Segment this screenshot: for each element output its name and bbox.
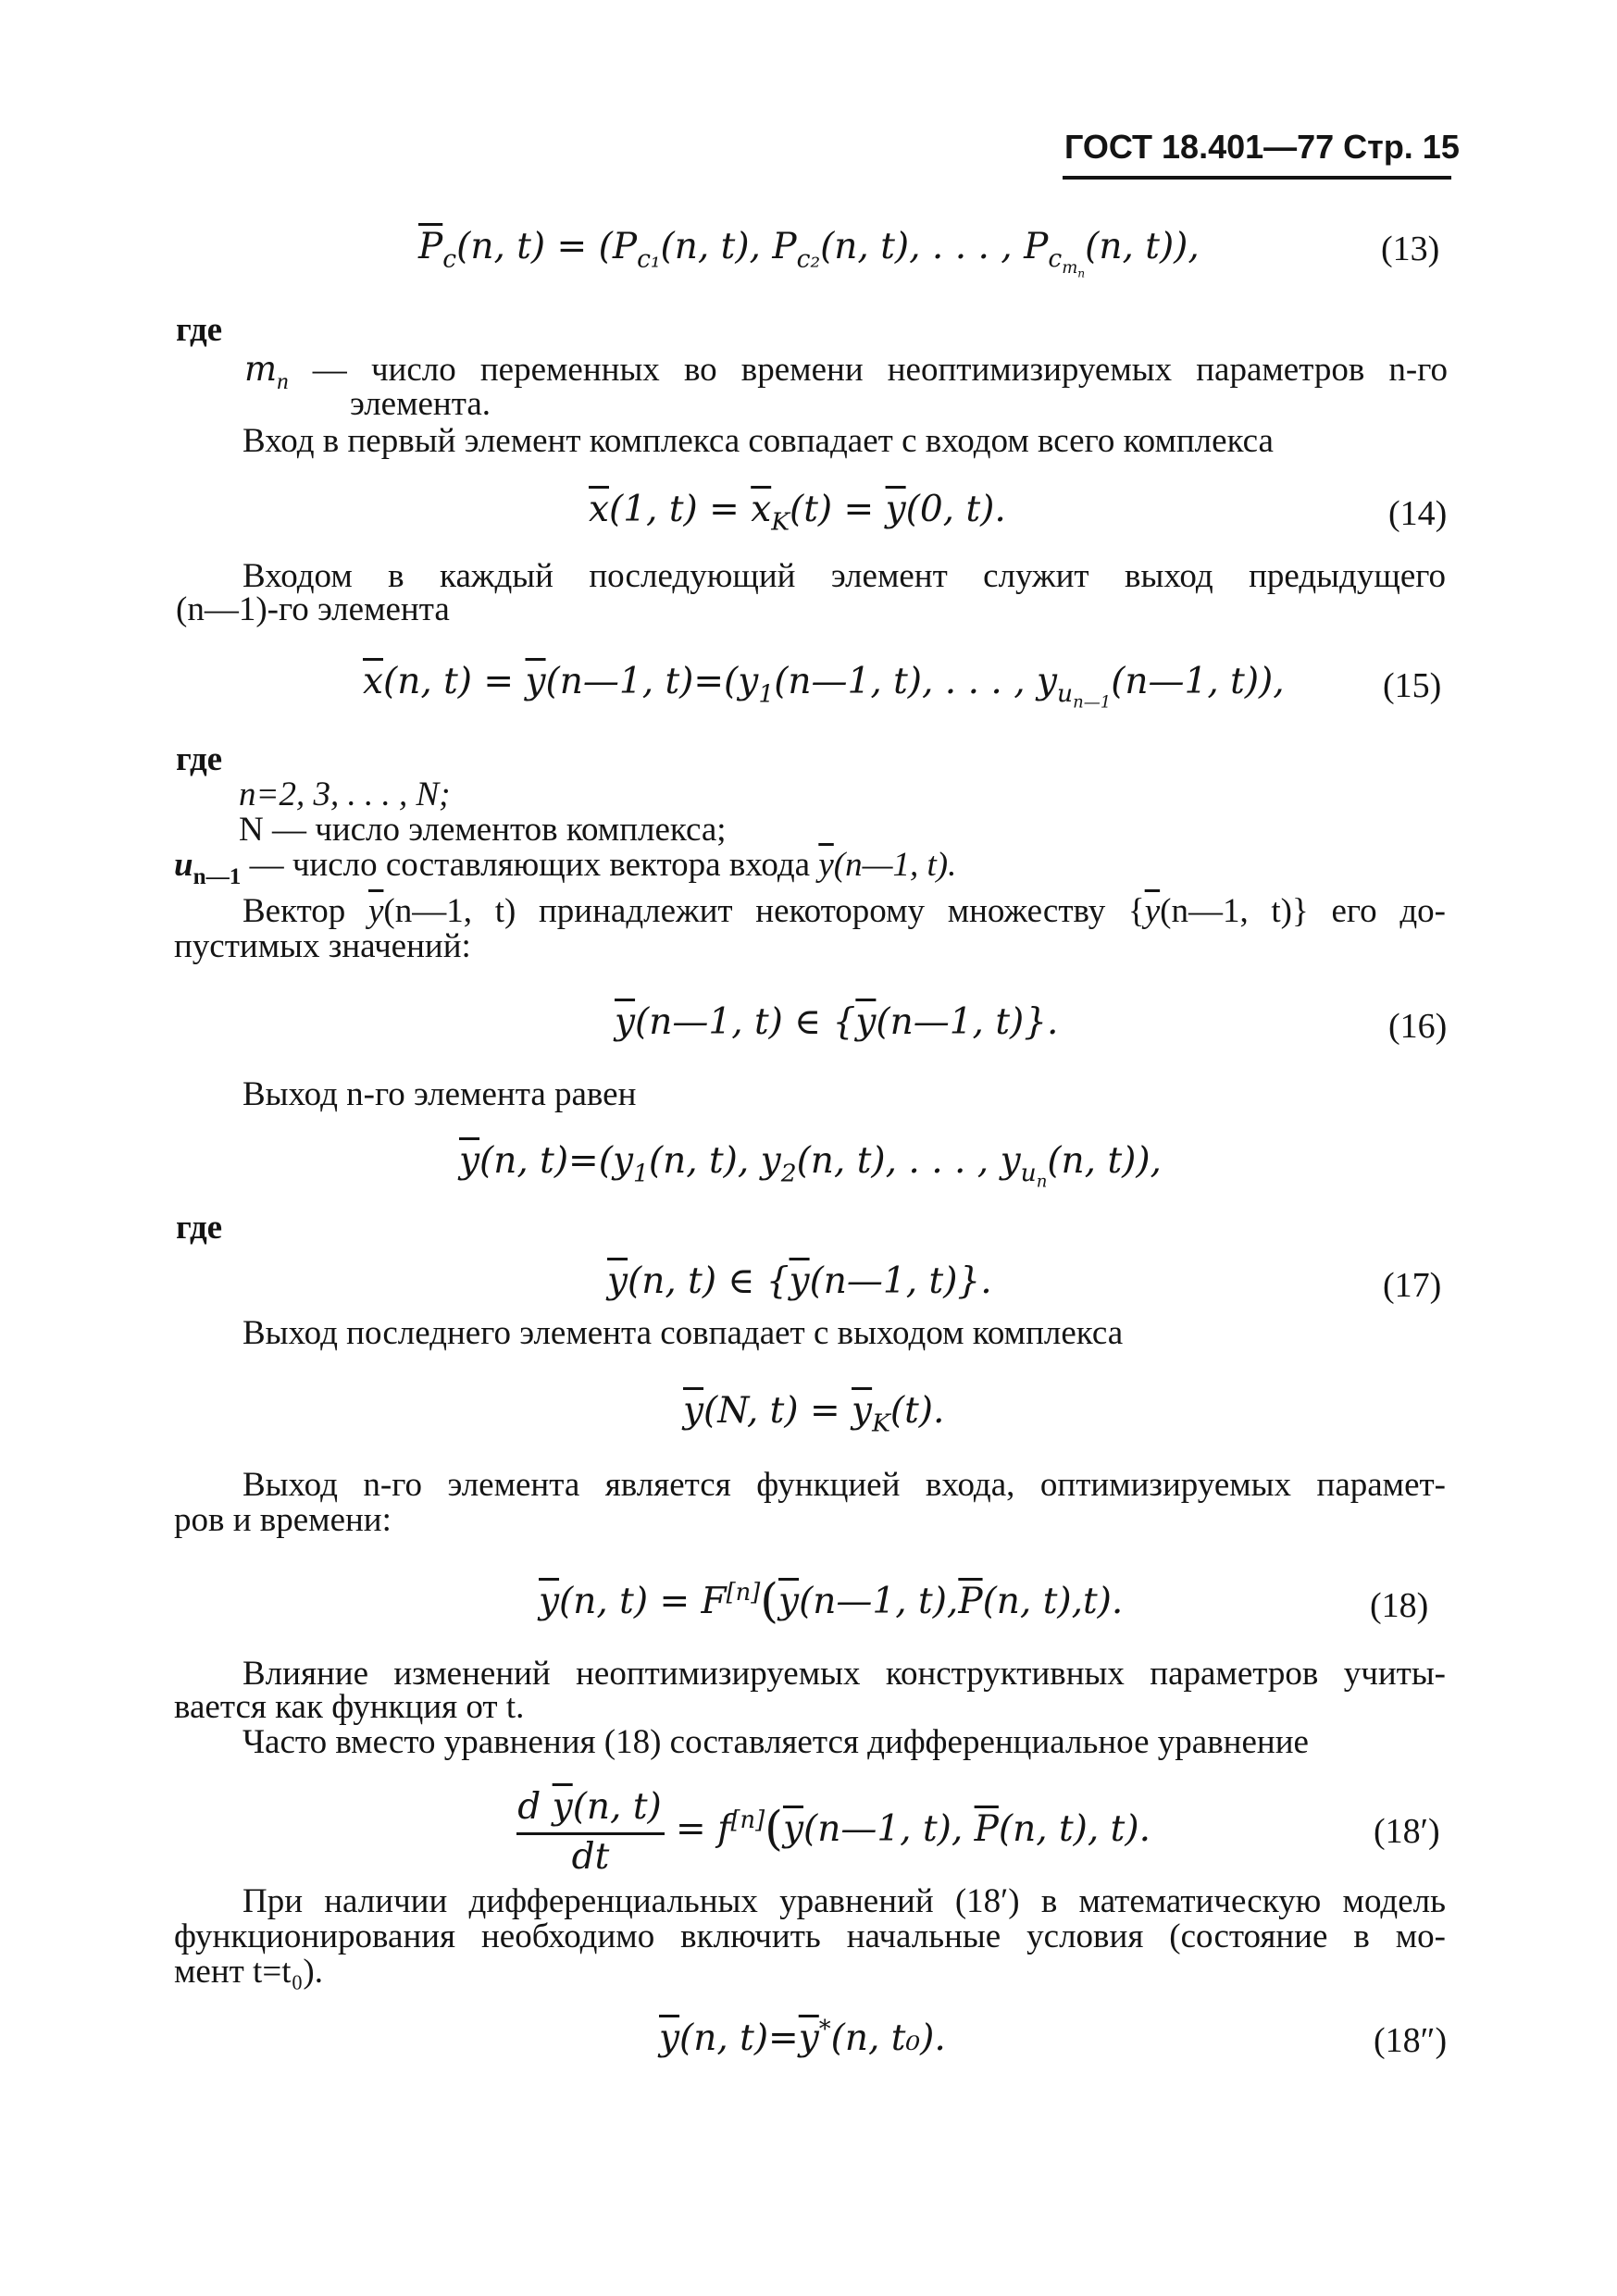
definition-n: n=2, 3, . . . , N;: [239, 776, 451, 813]
equation-14: $\overline{x}(1$, $t) = \overline{x}_K(t) = \overline{y}(0$, t).: [589, 489, 1006, 537]
paragraph-input-each-line2: (n—1)-го элемента: [176, 590, 450, 628]
paragraph-initial-line3: мент t=t₀).: [174, 1953, 323, 1991]
where-label-2: где: [176, 740, 223, 778]
equation-number-16: (16): [1388, 1007, 1448, 1046]
paragraph-output-last: Выход последнего элемента совпадает с выходом комплекса: [243, 1314, 1124, 1352]
paragraph-input-each-line1: Входом в каждый последующий элемент служит выход предыдущего: [243, 557, 1446, 595]
definition-mn-cont: элемента.: [350, 385, 491, 423]
equation-output-last: $\overline{y}(N$, $t) = \overline{y}_K(t)$.: [683, 1390, 945, 1438]
equation-18p-numerator: d $\overline{y}(n$, t): [517, 1786, 662, 1828]
paragraph-influence-line2: вается как функция от t.: [174, 1688, 525, 1726]
equation-number-17: (17): [1383, 1266, 1442, 1305]
equation-16: $\overline{y}(n—1$, t) ∈ {$\overline{y}(n—1$, t)}.: [615, 1001, 1059, 1043]
equation-number-18pp: (18″): [1374, 2021, 1448, 2060]
paragraph-diff: Часто вместо уравнения (18) составляется дифференциальное уравнение: [243, 1723, 1309, 1761]
equation-17: $\overline{y}(n$, t) ∈ {$\overline{y}(n—1$, t)}.: [607, 1260, 992, 1302]
equation-18pp: $\overline{y}(n$, $t)=\overline{y}^*(n$, t₀).: [659, 2015, 946, 2059]
equation-number-18p: (18′): [1374, 1812, 1440, 1851]
paragraph-vector-line2: пустимых значений:: [174, 927, 471, 965]
equation-number-13: (13): [1381, 230, 1440, 268]
paragraph-influence-line1: Влияние изменений неоптимизируемых конструктивных параметров учиты-: [243, 1655, 1446, 1693]
where-label-3: где: [176, 1209, 223, 1247]
equation-18p-denominator: dt: [571, 1836, 610, 1878]
definition-mn: $m_n$ — число переменных во времени неоптимизируемых параметров n-го: [244, 349, 1449, 394]
paragraph-initial-line2: функционирования необходимо включить начальные условия (состояние в мо-: [174, 1917, 1446, 1955]
definition-N: N — число элементов комплекса;: [239, 811, 727, 849]
equation-15: $\overline{x}(n$, $t) = \overline{y}(n—1$, $t)=(y_1(n—1$, t), . . . , $y_{u_{n—1}}(n—1$, t)),: [363, 661, 1285, 713]
equation-18: $\overline{y}(n$, $t) = F[n](\overline{y}(n—1$, $t),\overline{P}(n$, t),t).: [539, 1573, 1124, 1629]
equation-13: $\overline{P}_c(n$, $t) = (P_{c_1}(n$, t), $P_{c_2}(n$, t), . . . , $P_{c_{m_n}}(n$, t)),: [418, 226, 1200, 279]
paragraph-function-line2: ров и времени:: [174, 1501, 392, 1539]
header-rule: [1063, 176, 1451, 180]
equation-18p: = $f[n](\overline{y}(n—1$, t), $\overline{P}(n$, t), t).: [676, 1801, 1151, 1856]
paragraph-output-n: Выход n-го элемента равен: [243, 1075, 637, 1113]
page-header: ГОСТ 18.401—77 Стр. 15: [1064, 128, 1460, 166]
equation-output: $\overline{y}(n$, $t)=(y_1(n$, t), $y_2(n$, t), . . . , $y_{u_n}(n$, t)),: [459, 1140, 1162, 1192]
paragraph-input-first: Вход в первый элемент комплекса совпадает с входом всего комплекса: [243, 422, 1274, 460]
where-label-1: где: [176, 311, 223, 349]
paragraph-initial-line1: При наличии дифференциальных уравнений (18′) в математическую модель: [243, 1882, 1446, 1920]
paragraph-function-line1: Выход n-го элемента является функцией входа, оптимизируемых парамет-: [243, 1466, 1446, 1504]
equation-number-18: (18): [1370, 1586, 1429, 1625]
equation-number-15: (15): [1383, 666, 1442, 705]
definition-u: $u_{n—1}$ — число составляющих вектора входа $\overline{y}(n—1$, t).: [174, 846, 957, 889]
paragraph-vector-line1: Вектор $\overline{y}(n—1$, t) принадлежит некоторому множеству {$\overline{y}(n—1$, t)} его до-: [243, 892, 1446, 930]
equation-number-14: (14): [1388, 494, 1448, 533]
